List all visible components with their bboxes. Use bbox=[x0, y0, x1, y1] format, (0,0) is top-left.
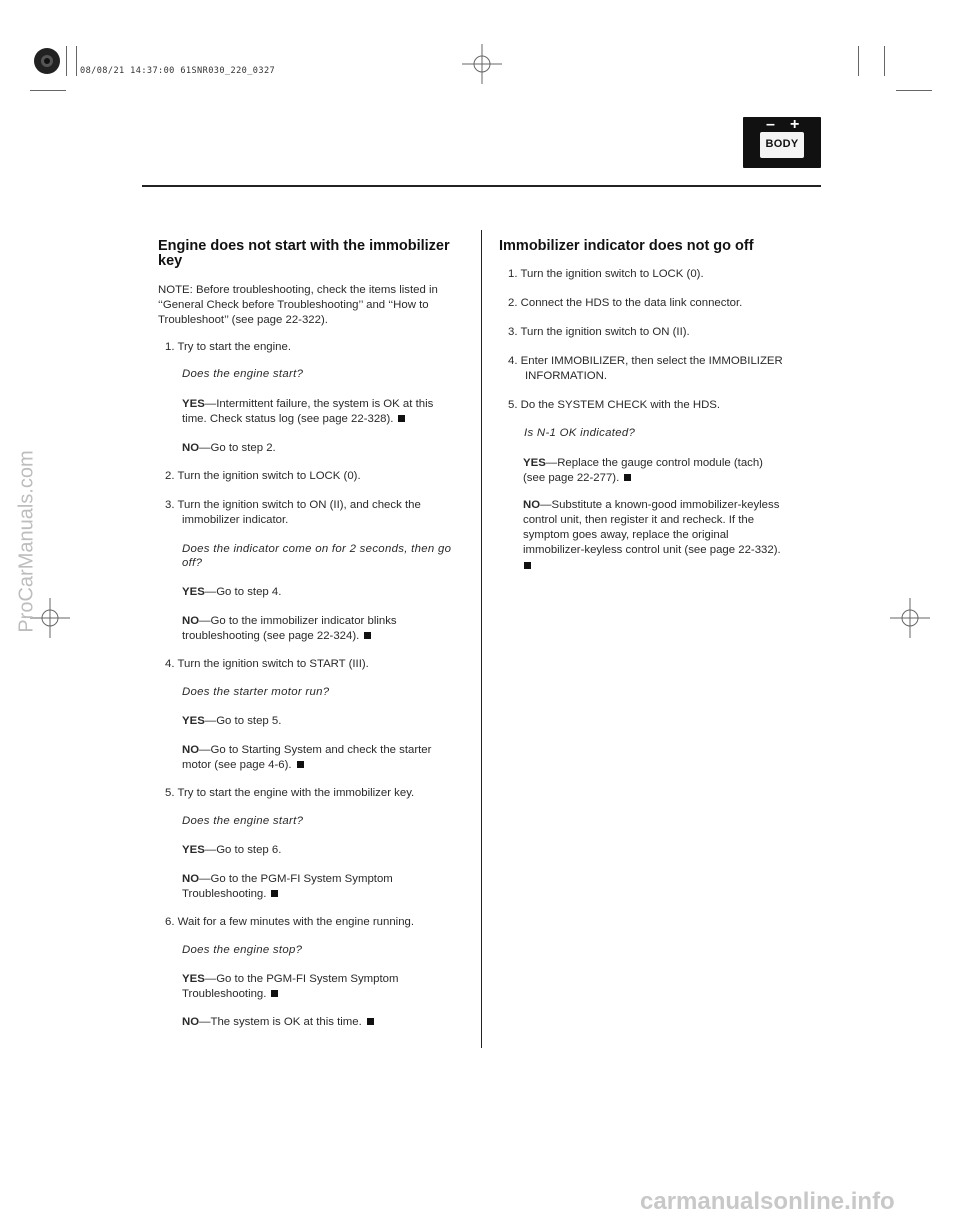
note-line: Troubleshoot’’ (see page 22-322). bbox=[158, 314, 328, 326]
answer-no bbox=[182, 743, 431, 758]
crop-mark bbox=[896, 90, 932, 91]
answer-no bbox=[182, 614, 397, 629]
end-square-icon bbox=[398, 415, 405, 422]
answer-line bbox=[182, 987, 278, 1002]
answer-yes bbox=[182, 972, 398, 987]
step-3: 3. Turn the ignition switch to ON (II). bbox=[508, 326, 690, 338]
yes-label: YES bbox=[182, 586, 205, 598]
answer-text: Go to the immobilizer indicator blinks bbox=[210, 615, 397, 627]
end-square-icon bbox=[624, 474, 631, 481]
crop-mark bbox=[30, 90, 66, 91]
crosshair-icon bbox=[890, 598, 930, 638]
end-square-icon bbox=[271, 990, 278, 997]
answer-line: control unit, then register it and recheck. If the bbox=[523, 514, 755, 526]
step-1: 1. Try to start the engine. bbox=[165, 341, 291, 353]
answer-text: troubleshooting (see page 22-324). bbox=[182, 630, 360, 642]
step-5: 5. Do the SYSTEM CHECK with the HDS. bbox=[508, 399, 721, 411]
answer-dash: — bbox=[204, 398, 217, 410]
answer-yes bbox=[182, 714, 281, 729]
section-badge-body bbox=[743, 117, 821, 168]
answer-text: time. Check status log (see page 22-328). bbox=[182, 413, 394, 425]
answer-yes bbox=[523, 456, 763, 471]
answer-dash: — bbox=[545, 457, 558, 469]
badge-label: BODY bbox=[765, 138, 799, 150]
answer-text: Go to step 2. bbox=[210, 442, 276, 454]
answer-no bbox=[182, 1015, 374, 1030]
watermark-left: ProCarManuals.com bbox=[15, 450, 38, 633]
answer-text: Go to step 5. bbox=[216, 715, 282, 727]
print-stamp: 08/08/21 14:37:00 61SNR030_220_0327 bbox=[80, 66, 276, 76]
answer-dash: — bbox=[204, 973, 217, 985]
step-1: 1. Turn the ignition switch to LOCK (0). bbox=[508, 268, 704, 280]
answer-text: motor (see page 4-6). bbox=[182, 759, 292, 771]
answer-yes bbox=[182, 397, 433, 412]
end-square-icon bbox=[297, 761, 304, 768]
registration-mark-top-left bbox=[32, 46, 62, 76]
crosshair-mid-right bbox=[890, 598, 930, 638]
yes-label: YES bbox=[182, 973, 205, 985]
question-3-cont: off? bbox=[182, 557, 203, 569]
answer-text: Go to step 6. bbox=[216, 844, 282, 856]
answer-no bbox=[182, 441, 276, 456]
question-3: Does the indicator come on for 2 seconds, then go bbox=[182, 543, 452, 555]
crop-mark bbox=[884, 46, 885, 76]
answer-text: Go to Starting System and check the starter bbox=[210, 744, 432, 756]
answer-line bbox=[182, 887, 278, 902]
no-label: NO bbox=[182, 442, 200, 454]
question-5: Does the engine start? bbox=[182, 815, 304, 827]
answer-text: Replace the gauge control module (tach) bbox=[557, 457, 763, 469]
step-4: 4. Enter IMMOBILIZER, then select the IMMOBILIZER bbox=[508, 355, 783, 367]
answer-text: (see page 22-277). bbox=[523, 472, 620, 484]
answer-line: symptom goes away, replace the original bbox=[523, 529, 729, 541]
question-6: Does the engine stop? bbox=[182, 944, 303, 956]
step-6: 6. Wait for a few minutes with the engine running. bbox=[165, 916, 415, 928]
question-1: Does the engine start? bbox=[182, 368, 304, 380]
answer-line bbox=[182, 758, 304, 773]
answer-dash: — bbox=[199, 442, 211, 454]
answer-line bbox=[523, 471, 631, 486]
step-5: 5. Try to start the engine with the immobilizer key. bbox=[165, 787, 415, 799]
answer-text: The system is OK at this time. bbox=[210, 1016, 362, 1028]
end-square-icon bbox=[364, 632, 371, 639]
answer-dash: — bbox=[204, 715, 217, 727]
answer-dash: — bbox=[204, 586, 217, 598]
crop-mark bbox=[76, 46, 77, 76]
crosshair-icon bbox=[462, 44, 502, 84]
section-title-line2: key bbox=[158, 253, 183, 269]
step-2: 2. Connect the HDS to the data link connector. bbox=[508, 297, 743, 309]
answer-yes bbox=[182, 585, 281, 600]
answer-dash: — bbox=[199, 1016, 211, 1028]
section-title-line1: Engine does not start with the immobilizer bbox=[158, 238, 450, 254]
battery-icon bbox=[760, 116, 804, 158]
no-label: NO bbox=[182, 744, 200, 756]
watermark-bottom: carmanualsonline.info bbox=[640, 1188, 895, 1215]
yes-label: YES bbox=[182, 398, 205, 410]
note-line: ‘‘General Check before Troubleshooting’’ and ‘‘How to bbox=[158, 299, 429, 311]
battery-minus-icon: – bbox=[766, 116, 775, 133]
question-4: Does the starter motor run? bbox=[182, 686, 330, 698]
answer-text: Troubleshooting. bbox=[182, 888, 267, 900]
yes-label: YES bbox=[182, 844, 205, 856]
step-4: 4. Turn the ignition switch to START (III). bbox=[165, 658, 369, 670]
answer-text: Go to step 4. bbox=[216, 586, 282, 598]
no-label: NO bbox=[523, 499, 541, 511]
question-5: Is N-1 OK indicated? bbox=[524, 427, 636, 439]
end-square-icon bbox=[524, 562, 531, 569]
note-line: NOTE: Before troubleshooting, check the items listed in bbox=[158, 284, 438, 296]
registration-target-icon bbox=[32, 46, 62, 76]
answer-line: immobilizer-keyless control unit (see page 22-332). bbox=[523, 544, 781, 556]
answer-text: Go to the PGM-FI System Symptom bbox=[216, 973, 399, 985]
answer-dash: — bbox=[199, 744, 211, 756]
section-title: Immobilizer indicator does not go off bbox=[499, 238, 754, 254]
crosshair-top-center bbox=[462, 44, 502, 84]
answer-dash: — bbox=[204, 844, 217, 856]
header-rule bbox=[142, 185, 821, 187]
no-label: NO bbox=[182, 873, 200, 885]
answer-text: Troubleshooting. bbox=[182, 988, 267, 1000]
no-label: NO bbox=[182, 615, 200, 627]
answer-dash: — bbox=[540, 499, 552, 511]
step-3: 3. Turn the ignition switch to ON (II), and check the bbox=[165, 499, 421, 511]
answer-text: Go to the PGM-FI System Symptom bbox=[210, 873, 393, 885]
no-label: NO bbox=[182, 1016, 200, 1028]
end-square-icon bbox=[271, 890, 278, 897]
battery-plus-icon: + bbox=[790, 116, 800, 133]
crop-mark bbox=[858, 46, 859, 76]
answer-line bbox=[182, 629, 371, 644]
answer-line bbox=[182, 412, 405, 427]
answer-text: Intermittent failure, the system is OK at this bbox=[216, 398, 434, 410]
answer-no bbox=[182, 872, 393, 887]
yes-label: YES bbox=[182, 715, 205, 727]
answer-dash: — bbox=[199, 873, 211, 885]
answer-no bbox=[523, 498, 779, 513]
end-square-icon bbox=[367, 1018, 374, 1025]
step-3-cont: immobilizer indicator. bbox=[182, 514, 289, 526]
crop-mark bbox=[66, 46, 67, 76]
column-divider bbox=[481, 230, 482, 1048]
yes-label: YES bbox=[523, 457, 546, 469]
step-4-cont: INFORMATION. bbox=[525, 370, 608, 382]
answer-dash: — bbox=[199, 615, 211, 627]
answer-text: Substitute a known-good immobilizer-keyless bbox=[551, 499, 780, 511]
step-2: 2. Turn the ignition switch to LOCK (0). bbox=[165, 470, 361, 482]
answer-yes bbox=[182, 843, 281, 858]
